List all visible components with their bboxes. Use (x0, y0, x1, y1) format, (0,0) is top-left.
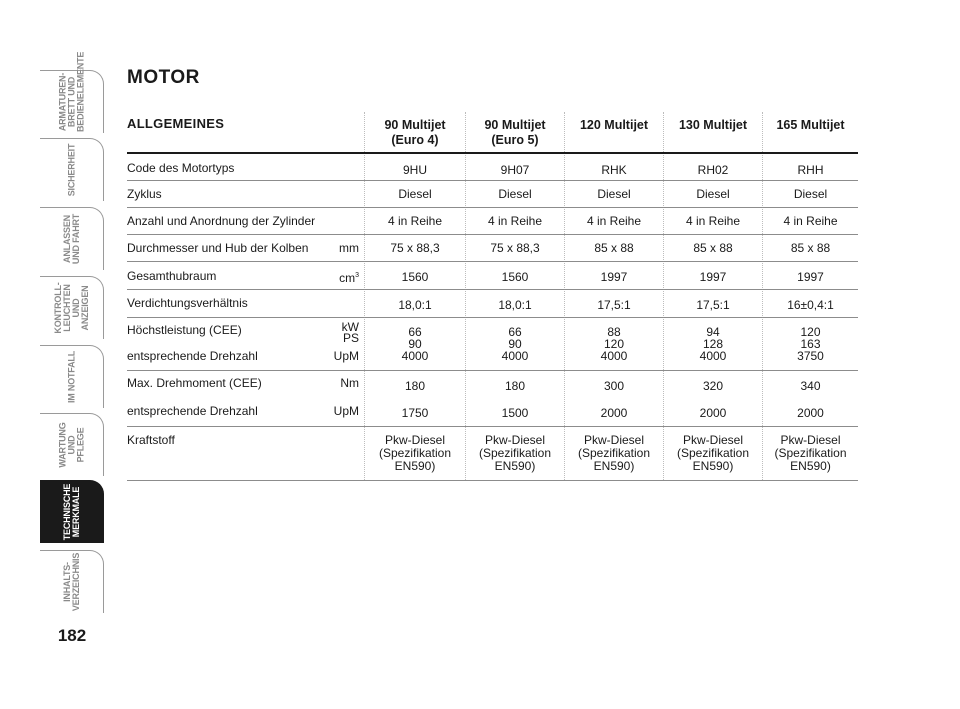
row-value: 85 x 88 (693, 241, 733, 255)
tab-inhaltsverzeichnis[interactable] (40, 550, 104, 613)
row-label: Durchmesser und Hub der Kolben (127, 241, 309, 255)
tab-label: INHALTS- VERZEICHNIS (61, 552, 81, 612)
row-value: 300 (603, 379, 625, 393)
row-value: Pkw-Diesel (Spezifikation EN590) (676, 433, 750, 473)
unit-text: cm (339, 271, 356, 285)
tab-label: TECHNISCHE MERKMALE (61, 483, 81, 541)
row-value: 75 x 88,3 (490, 241, 540, 255)
row-value: 16±0,4:1 (787, 298, 834, 312)
row-value: RHK (601, 163, 627, 177)
page-title: MOTOR (127, 67, 200, 88)
tab-sicherheit[interactable] (40, 138, 104, 201)
row-value: 2000 (699, 406, 727, 420)
row-value: 2000 (600, 406, 628, 420)
row-unit: Nm (340, 376, 359, 390)
row-value: Pkw-Diesel (Spezifikation EN590) (577, 433, 651, 473)
tab-label: ARMATUREN- BRETT UND BEDIENELEMENTE (57, 51, 85, 132)
table-row (127, 289, 858, 317)
row-value: RH02 (697, 163, 729, 177)
tab-technische-merkmale[interactable] (40, 480, 104, 543)
row-divider (127, 480, 858, 481)
row-value: 180 (404, 379, 426, 393)
row-value: 88 120 4000 (600, 325, 628, 363)
column-header: 120 Multijet (579, 118, 649, 132)
row-value: Diesel (498, 187, 532, 201)
row-value: 4 in Reihe (487, 214, 543, 228)
row-value: 2000 (797, 406, 824, 420)
row-value: 66 90 4000 (501, 325, 529, 363)
row-value: 18,0:1 (398, 298, 432, 312)
tab-armaturenbrett[interactable] (40, 51, 104, 133)
row-value: 320 (702, 379, 724, 393)
table-row (127, 426, 858, 480)
row-value: 18,0:1 (498, 298, 532, 312)
row-value: 17,5:1 (696, 298, 730, 312)
row-unit (339, 268, 359, 286)
column-header: 90 Multijet (Euro 5) (484, 118, 546, 147)
table-row (127, 234, 858, 261)
row-value: 1500 (501, 406, 529, 420)
row-label: Zyklus (127, 187, 162, 201)
row-unit: UpM (333, 404, 359, 418)
row-value: 180 (504, 379, 526, 393)
row-value: 1560 (501, 270, 529, 284)
row-label: entsprechende Drehzahl (127, 349, 258, 363)
tab-anlassen[interactable] (40, 207, 104, 270)
row-value: Pkw-Diesel (Spezifikation EN590) (478, 433, 552, 473)
row-value: 4 in Reihe (586, 214, 642, 228)
row-value: 75 x 88,3 (390, 241, 440, 255)
row-value: 85 x 88 (594, 241, 634, 255)
row-value: Pkw-Diesel (Spezifikation EN590) (774, 433, 847, 473)
row-value: 4 in Reihe (685, 214, 741, 228)
row-value: Diesel (398, 187, 432, 201)
tab-notfall[interactable] (40, 345, 104, 408)
row-label: Anzahl und Anordnung der Zylinder (127, 214, 316, 228)
row-value: 4 in Reihe (387, 214, 443, 228)
row-value: 9HU (402, 163, 427, 177)
tab-label: WARTUNG UND PFLEGE (57, 422, 85, 468)
page-number: 182 (57, 626, 87, 645)
tab-label: IM NOTFALL (66, 351, 76, 403)
row-value: 1750 (401, 406, 429, 420)
row-value: Diesel (793, 187, 828, 201)
row-value: RHH (797, 163, 824, 177)
row-value: 94 128 4000 (699, 325, 727, 363)
tab-label: KONTROLL- LEUCHTEN UND ANZEIGEN (52, 282, 90, 334)
table-row (127, 370, 858, 426)
row-label: Kraftstoff (127, 433, 175, 447)
row-value: 9H07 (500, 163, 530, 177)
column-header: 130 Multijet (678, 118, 748, 132)
table-row (127, 261, 858, 289)
table-row (127, 207, 858, 234)
row-value: 85 x 88 (790, 241, 831, 255)
row-label: Gesamthubraum (127, 269, 217, 283)
table-row (127, 154, 858, 180)
table-row (127, 317, 858, 370)
row-value: 120 163 3750 (797, 325, 824, 363)
row-label: Höchstleistung (CEE) (127, 323, 242, 337)
row-value: 340 (800, 379, 821, 393)
table-row (127, 180, 858, 207)
row-value: 66 90 4000 (401, 325, 429, 363)
row-label: Verdichtungsverhältnis (127, 296, 248, 310)
tab-label: SICHERHEIT (66, 143, 76, 197)
row-unit: kW PS (341, 320, 359, 345)
section-heading: ALLGEMEINES (127, 116, 225, 131)
tab-kontrollleuchten[interactable] (40, 276, 104, 339)
row-unit: mm (339, 241, 359, 255)
unit-exponent: 3 (355, 272, 359, 279)
row-label: Code des Motortyps (127, 161, 235, 175)
row-value: Diesel (597, 187, 631, 201)
row-value: 1560 (401, 270, 429, 284)
row-value: 1997 (600, 270, 628, 284)
row-value: Diesel (696, 187, 730, 201)
tab-wartung[interactable] (40, 413, 104, 476)
row-value: 1997 (797, 270, 824, 284)
row-value: 1997 (699, 270, 727, 284)
tab-label: ANLASSEN UND FAHRT (61, 213, 81, 265)
row-unit: UpM (333, 349, 359, 363)
row-value: 17,5:1 (597, 298, 631, 312)
row-value: Pkw-Diesel (Spezifikation EN590) (378, 433, 452, 473)
row-value: 4 in Reihe (783, 214, 838, 228)
column-header: 90 Multijet (Euro 4) (384, 118, 446, 147)
row-label: entsprechende Drehzahl (127, 404, 258, 418)
row-label: Max. Drehmoment (CEE) (127, 376, 262, 390)
column-header: 165 Multijet (776, 118, 845, 132)
